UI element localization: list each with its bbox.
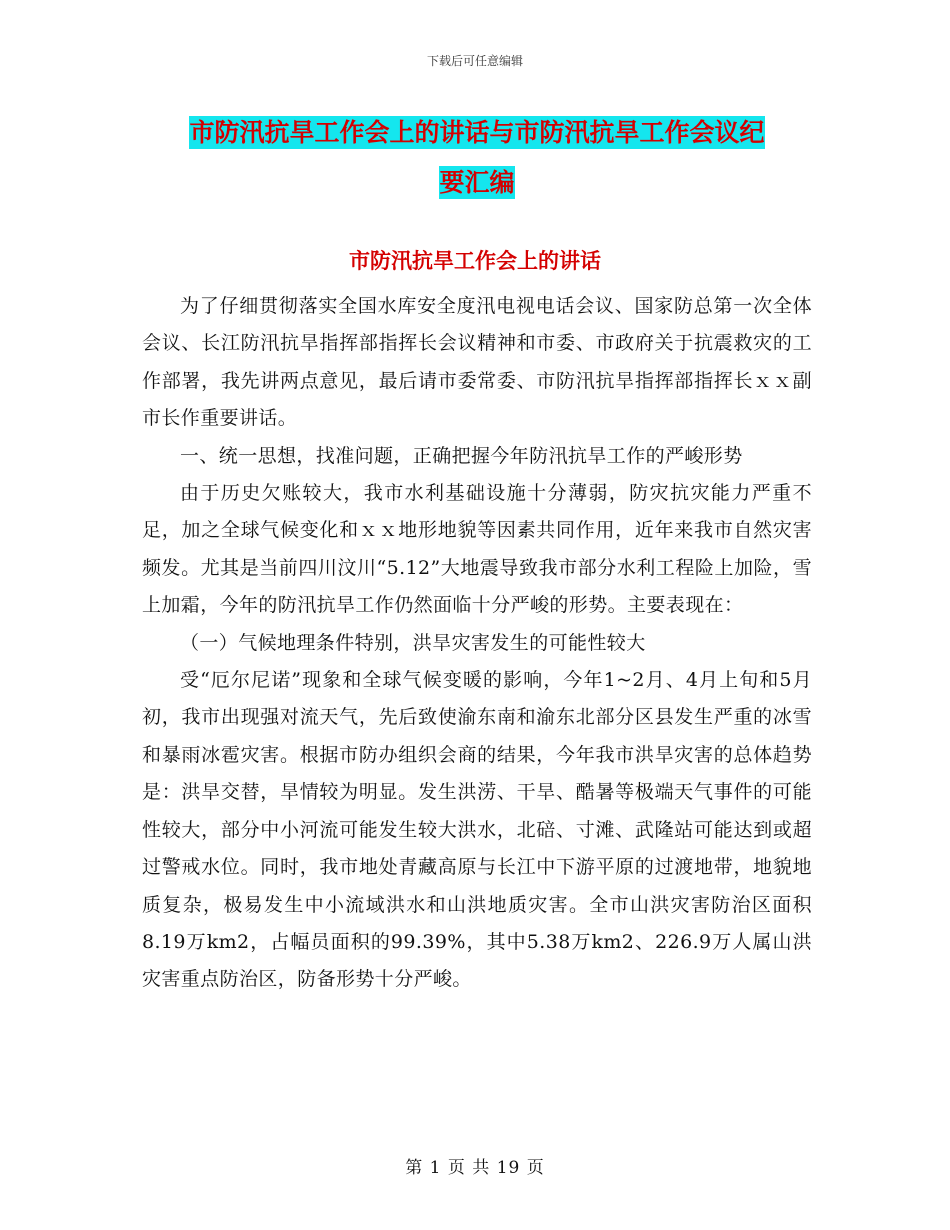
heading-paragraph: 一、统一思想，找准问题，正确把握今年防汛抗旱工作的严峻形势 <box>180 444 743 467</box>
document-title-line-1: 市防汛抗旱工作会上的讲话与市防汛抗旱工作会议纪 <box>189 118 765 147</box>
document-title-line-2: 要汇编 <box>439 168 515 197</box>
document-body <box>142 288 812 999</box>
page-footer: 第 1 页 共 19 页 <box>405 1158 545 1178</box>
subheading-paragraph: （一）气候地理条件特别，洪旱灾害发生的可能性较大 <box>180 631 646 654</box>
section-title: 市防汛抗旱工作会上的讲话 <box>349 249 601 273</box>
paragraph: 由于历史欠账较大，我市水利基础设施十分薄弱，防灾抗灾能力严重不足，加之全球气候变化和ｘｘ地形地貌等因素共同作用，近年来我市自然灾害频发。尤其是当前四川汶川“5.12”大地震导致我市部分水利工程险上加险，雪上加霜，今年的防汛抗旱工作仍然面临十分严峻的形势。主要表现在： <box>142 482 812 617</box>
document-title <box>142 108 812 208</box>
paragraph: 受“厄尔尼诺”现象和全球气候变暖的影响，今年1~2月、4月上旬和5月初，我市出现强对流天气，先后致使渝东南和渝东北部分区县发生严重的冰雪和暴雨冰雹灾害。根据市防办组织会商的结果，今年我市洪旱灾害的总体趋势是：洪旱交替，旱情较为明显。发生洪涝、干旱、酷暑等极端天气事件的可能性较大，部分中小河流可能发生较大洪水，北碚、寸滩、武隆站可能达到或超过警戒水位。同时，我市地处青藏高原与长江中下游平原的过渡地带，地貌地质复杂，极易发生中小流域洪水和山洪地质灾害。全市山洪灾害防治区面积8.19万km2，占幅员面积的99.39%，其中5.38万km2、226.9万人属山洪灾害重点防治区，防备形势十分严峻。 <box>142 669 812 991</box>
paragraph: 为了仔细贯彻落实全国水库安全度汛电视电话会议、国家防总第一次全体会议、长江防汛抗旱指挥部指挥长会议精神和市委、市政府关于抗震救灾的工作部署，我先讲两点意见，最后请市委常委、市防汛抗旱指挥部指挥长ｘｘ副市长作重要讲话。 <box>142 295 812 430</box>
header-note: 下载后可任意编辑 <box>426 54 523 68</box>
